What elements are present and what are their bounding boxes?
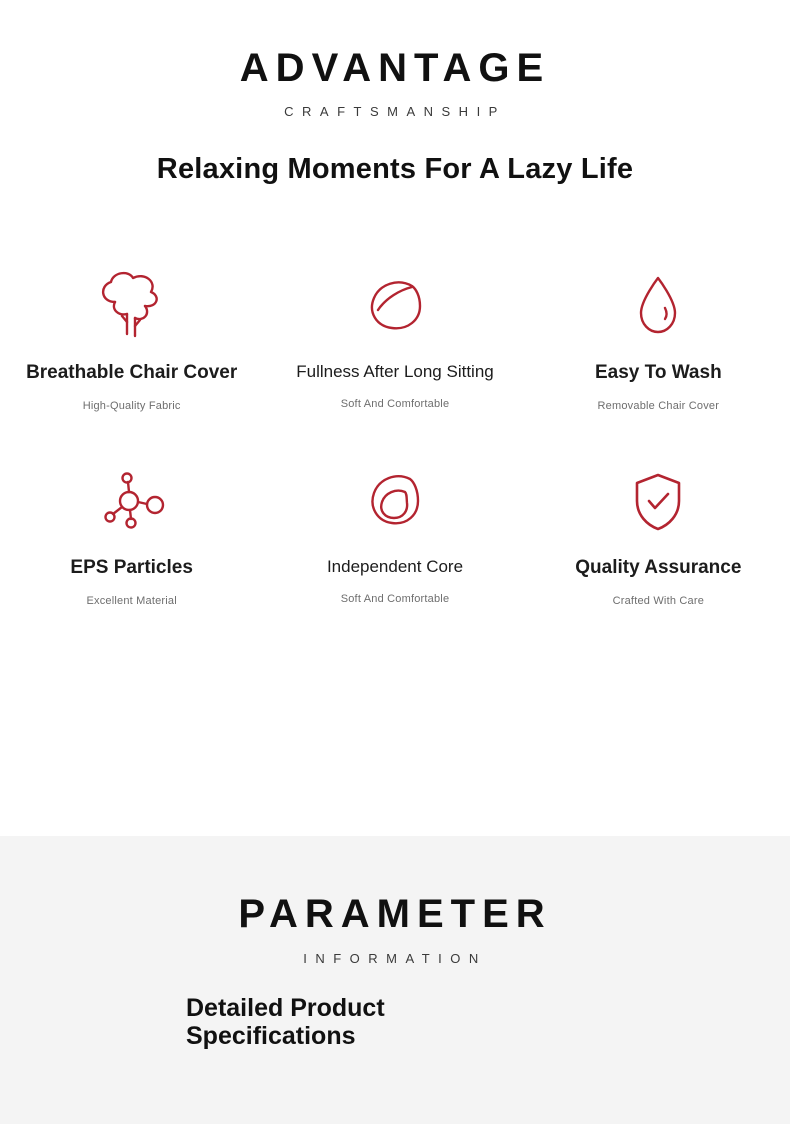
feature-subtitle: Soft And Comfortable (340, 593, 450, 605)
molecule-icon (10, 453, 253, 551)
advantage-subtitle: CRAFTSMANSHIP (284, 104, 506, 119)
feature-title: Breathable Chair Cover (26, 362, 238, 383)
advantage-title: ADVANTAGE (239, 46, 551, 90)
feature-title: Independent Core (326, 557, 464, 576)
feature-title: Fullness After Long Sitting (296, 362, 494, 381)
parameter-section (0, 836, 790, 1124)
feature-item-quality-assurance (527, 453, 790, 653)
feature-subtitle: High-Quality Fabric (82, 400, 181, 412)
parameter-subtitle: INFORMATION (303, 951, 487, 966)
parameter-title: PARAMETER (238, 892, 552, 936)
feature-item-breathable-chair-cover (0, 258, 263, 453)
parameter-headline: Detailed Product Specifications (186, 994, 385, 1050)
feature-item-eps-particles (0, 453, 263, 653)
feature-title: Quality Assurance (575, 557, 742, 578)
inner-core-icon (273, 453, 516, 551)
feature-subtitle: Removable Chair Cover (597, 400, 720, 412)
feature-subtitle: Soft And Comfortable (340, 398, 450, 410)
feature-subtitle: Excellent Material (86, 595, 177, 607)
advantage-headline: Relaxing Moments For A Lazy Life (156, 153, 634, 185)
tree-icon (10, 258, 253, 356)
feature-title: Easy To Wash (594, 362, 722, 383)
feature-title: EPS Particles (70, 557, 193, 578)
feature-item-fullness-after-long-sitting (263, 258, 526, 453)
shield-check-icon (537, 453, 780, 551)
feature-item-independent-core (263, 453, 526, 653)
water-drop-icon (537, 258, 780, 356)
feature-subtitle: Crafted With Care (612, 595, 705, 607)
feature-item-easy-to-wash (527, 258, 790, 453)
feature-grid (0, 258, 790, 653)
beanbag-icon (273, 258, 516, 356)
